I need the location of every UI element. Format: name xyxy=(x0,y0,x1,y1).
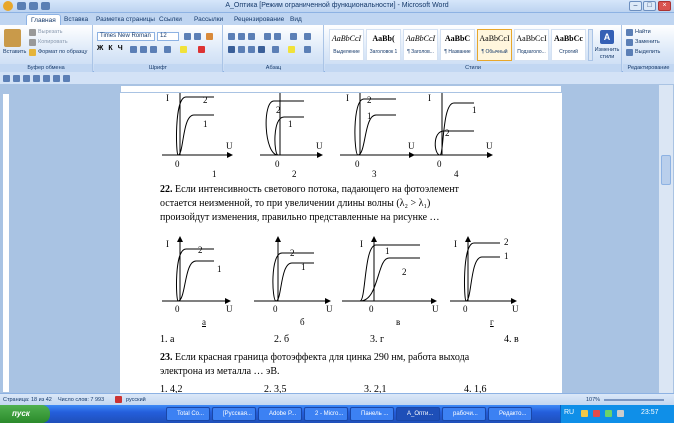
curve-label: 1 xyxy=(385,246,390,256)
style-preview: AaBb( xyxy=(372,34,395,43)
axis-label-i: I xyxy=(428,93,431,103)
format-painter-icon[interactable] xyxy=(29,49,36,56)
open-icon[interactable] xyxy=(63,75,70,82)
q22-answer-1: 1. а xyxy=(160,334,175,345)
font-size-select[interactable]: 12 xyxy=(157,32,179,41)
q23-answer-4: 4. 1,6 xyxy=(464,384,487,393)
find-button[interactable]: Найти xyxy=(635,29,651,35)
preview-icon[interactable] xyxy=(33,75,40,82)
vertical-ruler[interactable] xyxy=(2,93,10,393)
superscript-icon[interactable] xyxy=(150,46,157,53)
axis-label-u: U xyxy=(432,304,439,314)
font-color-icon[interactable] xyxy=(198,46,205,53)
task-total-commander[interactable]: Total Co... xyxy=(166,407,210,421)
curve-label: 1 xyxy=(217,264,222,274)
change-case-icon[interactable] xyxy=(164,46,171,53)
pilcrow-icon[interactable] xyxy=(304,33,311,40)
task-adobe[interactable]: Adobe P... xyxy=(258,407,302,421)
vertical-scrollbar[interactable] xyxy=(658,85,673,393)
select-icon[interactable] xyxy=(626,49,633,56)
question-22-number: 22. xyxy=(160,184,173,195)
style-name: Подзаголо... xyxy=(517,49,546,55)
curve-label: 1 xyxy=(367,111,372,121)
style-name: Строгий xyxy=(559,49,578,55)
tab-page-layout[interactable]: Разметка страницы xyxy=(96,16,155,23)
task-panel[interactable]: Панель ... xyxy=(350,407,394,421)
style-preview: AaBbCcI xyxy=(479,34,510,43)
curve-label: 2 xyxy=(276,105,281,115)
task-russian[interactable]: [Русская... xyxy=(212,407,256,421)
q22-answer-3: 3. г xyxy=(370,334,385,345)
axis-label-u: U xyxy=(326,304,333,314)
subscript-icon[interactable] xyxy=(140,46,147,53)
iv-curve xyxy=(178,261,214,301)
graph-number: 1 xyxy=(212,169,217,179)
curve-label: 2 xyxy=(504,237,509,247)
horizontal-ruler[interactable] xyxy=(120,85,562,93)
question-22-text-3: произойдут изменения, правильно представленные на рисунке … xyxy=(160,212,440,223)
highlight-icon[interactable] xyxy=(180,46,187,53)
styles-group-label: Стили xyxy=(325,64,621,72)
tab-home[interactable]: Главная xyxy=(26,14,61,25)
q22-answer-2: 2. б xyxy=(274,334,290,345)
cut-icon[interactable] xyxy=(29,29,36,36)
graph-letter: г xyxy=(490,317,494,327)
tray-icon[interactable] xyxy=(593,410,600,417)
volume-icon[interactable] xyxy=(617,410,624,417)
bullets-icon[interactable] xyxy=(228,33,235,40)
editing-group-label: Редактирование xyxy=(623,64,674,72)
save-icon[interactable] xyxy=(3,75,10,82)
tray-icon[interactable] xyxy=(605,410,612,417)
paste-icon[interactable] xyxy=(4,29,21,47)
origin-label: 0 xyxy=(273,304,278,314)
align-right-icon[interactable] xyxy=(248,46,255,53)
origin-label: 0 xyxy=(355,159,360,169)
proofing-icon[interactable] xyxy=(115,396,122,403)
shading-icon[interactable] xyxy=(288,46,295,53)
iv-curve xyxy=(360,245,420,301)
task-optika[interactable]: A_Опти... xyxy=(396,407,440,421)
graph-number: 4 xyxy=(454,169,459,179)
question-22-line-1 xyxy=(160,183,459,196)
font-group-label: Шрифт xyxy=(94,64,222,72)
graph-letter: б xyxy=(300,317,305,327)
tab-insert[interactable]: Вставка xyxy=(64,16,89,23)
question-23-text-2: электрона из металла … эВ. xyxy=(160,366,280,377)
style-heading[interactable] xyxy=(403,29,438,61)
curve-label: 1 xyxy=(301,262,306,272)
curve-label: 1 xyxy=(203,119,208,129)
word-count[interactable]: Число слов: 7 993 xyxy=(58,397,105,403)
curve-label: 1 xyxy=(288,119,293,129)
question-23-text-1: Если красная граница фотоэффекта для цинка 290 нм, работа выхода xyxy=(175,352,470,363)
graph-number: 3 xyxy=(372,169,377,179)
title-bar xyxy=(0,0,674,13)
graph-number: 2 xyxy=(292,169,297,179)
keyboard-lang[interactable]: RU xyxy=(564,409,575,416)
paste-button[interactable]: Вставить xyxy=(3,49,27,55)
new-doc-icon[interactable] xyxy=(53,75,60,82)
question-22-text-2: остается неизменной, то при увеличении длины волны (λ₂ > λ₁) xyxy=(160,198,431,209)
curve-label: 2 xyxy=(290,248,295,258)
origin-label: 0 xyxy=(369,304,374,314)
clipboard-group-label: Буфер обмена xyxy=(0,64,92,72)
iv-curve xyxy=(178,115,214,155)
origin-label: 0 xyxy=(175,159,180,169)
q23-answer-1: 1. 4,2 xyxy=(160,384,183,393)
select-button[interactable]: Выделить xyxy=(635,49,661,55)
style-preview: AaBbCcI xyxy=(331,34,362,43)
print-icon[interactable] xyxy=(23,75,30,82)
zoom-slider[interactable] xyxy=(604,399,664,401)
taskbar xyxy=(0,405,674,423)
strikethrough-icon[interactable] xyxy=(130,46,137,53)
q22-answer-4: 4. в xyxy=(504,334,519,345)
axis-label-u: U xyxy=(408,141,415,151)
style-name: ¶ Название xyxy=(444,49,471,55)
align-center-icon[interactable] xyxy=(238,46,245,53)
format-painter-button[interactable]: Формат по образцу xyxy=(38,49,88,55)
question-23-number: 23. xyxy=(160,352,173,363)
increase-indent-icon[interactable] xyxy=(274,33,281,40)
document-page[interactable] xyxy=(120,93,562,393)
style-preview: AaBbCcI xyxy=(516,34,547,43)
question-23-line-1 xyxy=(160,351,469,364)
grow-font-icon[interactable] xyxy=(184,33,191,40)
axis-label-i: I xyxy=(166,93,169,103)
iv-curve xyxy=(360,258,420,301)
find-icon[interactable] xyxy=(626,29,633,36)
style-heading-1[interactable] xyxy=(366,29,401,61)
origin-label: 0 xyxy=(463,304,468,314)
zoom-level[interactable]: 107% xyxy=(586,397,601,403)
iv-curve xyxy=(266,101,304,155)
paragraph-group xyxy=(224,25,324,72)
graphs-svg xyxy=(120,93,562,393)
curve-label: 2 xyxy=(402,267,407,277)
font-group xyxy=(94,25,223,72)
language-status[interactable]: русский xyxy=(126,397,146,403)
style-name: Заголовок 1 xyxy=(369,49,398,55)
axis-label-i: I xyxy=(454,239,457,249)
origin-label: 0 xyxy=(437,159,442,169)
style-name: Выделение xyxy=(333,49,360,55)
clock: 23:57 xyxy=(641,409,659,416)
minimize-icon[interactable]: – xyxy=(629,1,642,11)
curve-label: 2 xyxy=(445,128,450,138)
q23-answer-2: 2. 3,5 xyxy=(264,384,287,393)
iv-curve xyxy=(466,257,500,301)
tab-review[interactable]: Рецензирование xyxy=(234,16,285,23)
close-icon[interactable]: × xyxy=(658,1,671,11)
curve-label: 2 xyxy=(198,245,203,255)
paragraph-group-label: Абзац xyxy=(224,64,323,72)
font-name-select[interactable]: Times New Roman xyxy=(97,32,155,41)
style-name: ¶ Обычный xyxy=(481,49,508,55)
system-tray xyxy=(560,405,674,423)
task-editor[interactable]: Редакто... xyxy=(488,407,532,421)
style-strong[interactable] xyxy=(551,29,586,61)
replace-button[interactable]: Заменить xyxy=(635,39,660,45)
graph-letter: а xyxy=(202,317,206,327)
origin-label: 0 xyxy=(275,159,280,169)
line-spacing-icon[interactable] xyxy=(272,46,279,53)
axis-label-u: U xyxy=(316,141,323,151)
q23-answer-3: 3. 2,1 xyxy=(364,384,387,393)
window-title: A_Оптика [Режим ограниченной функциональности] - Microsoft Word xyxy=(225,2,449,9)
iv-curve xyxy=(358,115,396,155)
copy-icon[interactable] xyxy=(29,39,36,46)
iv-curve xyxy=(176,249,214,301)
spellcheck-icon[interactable] xyxy=(43,75,50,82)
align-left-icon[interactable] xyxy=(228,46,235,53)
axis-label-i: I xyxy=(346,93,349,103)
justify-icon[interactable] xyxy=(258,46,265,53)
multilevel-icon[interactable] xyxy=(248,33,255,40)
tray-icon[interactable] xyxy=(581,410,588,417)
iv-curve xyxy=(355,99,396,155)
axis-label-u: U xyxy=(226,304,233,314)
axis-label-u: U xyxy=(486,141,493,151)
style-preview: AaBbCc xyxy=(554,34,583,43)
undo-icon[interactable] xyxy=(13,75,20,82)
sort-icon[interactable] xyxy=(290,33,297,40)
axis-label-i: I xyxy=(166,239,169,249)
page-count[interactable]: Страница: 18 из 42 xyxy=(3,397,52,403)
borders-icon[interactable] xyxy=(304,46,311,53)
task-word-2[interactable]: 2 - Micro... xyxy=(304,407,348,421)
iv-curve xyxy=(276,263,314,301)
numbering-icon[interactable] xyxy=(238,33,245,40)
graph-letter: в xyxy=(396,317,401,327)
copy-button[interactable]: Копировать xyxy=(38,39,68,45)
curve-label: 2 xyxy=(367,95,372,105)
question-22-text-1: Если интенсивность светового потока, падающего на фотоэлемент xyxy=(175,184,459,195)
curve-label: 2 xyxy=(203,95,208,105)
style-subtitle[interactable] xyxy=(514,29,549,61)
curve-label: 1 xyxy=(504,251,509,261)
format-buttons[interactable]: ЖКЧ xyxy=(97,45,128,52)
style-name: ¶ Заголов... xyxy=(407,49,434,55)
axis-label-u: U xyxy=(226,141,233,151)
change-styles-button[interactable]: Изменить стили xyxy=(594,47,620,60)
ribbon-tabs xyxy=(0,13,674,25)
axis-label-u: U xyxy=(512,304,519,314)
tab-view[interactable]: Вид xyxy=(290,16,302,23)
clipboard-group xyxy=(0,25,93,72)
quick-access-toolbar xyxy=(0,72,674,85)
scroll-thumb[interactable] xyxy=(661,155,671,185)
maximize-icon[interactable]: □ xyxy=(643,1,656,11)
styles-group xyxy=(325,25,622,72)
ribbon xyxy=(0,25,674,72)
clear-format-icon[interactable] xyxy=(206,33,213,40)
style-normal[interactable] xyxy=(477,29,512,61)
editing-group xyxy=(623,25,674,72)
decrease-indent-icon[interactable] xyxy=(264,33,271,40)
style-preview: AaBbCcI xyxy=(405,34,436,43)
origin-label: 0 xyxy=(175,304,180,314)
replace-icon[interactable] xyxy=(626,39,633,46)
style-preview: AaBbC xyxy=(444,34,471,43)
task-desktop[interactable]: рабочи... xyxy=(442,407,486,421)
status-bar xyxy=(0,393,674,405)
tab-references[interactable]: Ссылки xyxy=(159,16,182,23)
start-button[interactable]: пуск xyxy=(0,405,50,423)
style-emphasis[interactable] xyxy=(329,29,364,61)
change-styles-icon[interactable]: A xyxy=(600,30,614,44)
cut-button[interactable]: Вырезать xyxy=(38,29,63,35)
curve-label: 1 xyxy=(472,105,477,115)
shrink-font-icon[interactable] xyxy=(194,33,201,40)
style-title[interactable] xyxy=(440,29,475,61)
tab-mailings[interactable]: Рассылки xyxy=(194,16,224,23)
axis-label-i: I xyxy=(360,239,363,249)
